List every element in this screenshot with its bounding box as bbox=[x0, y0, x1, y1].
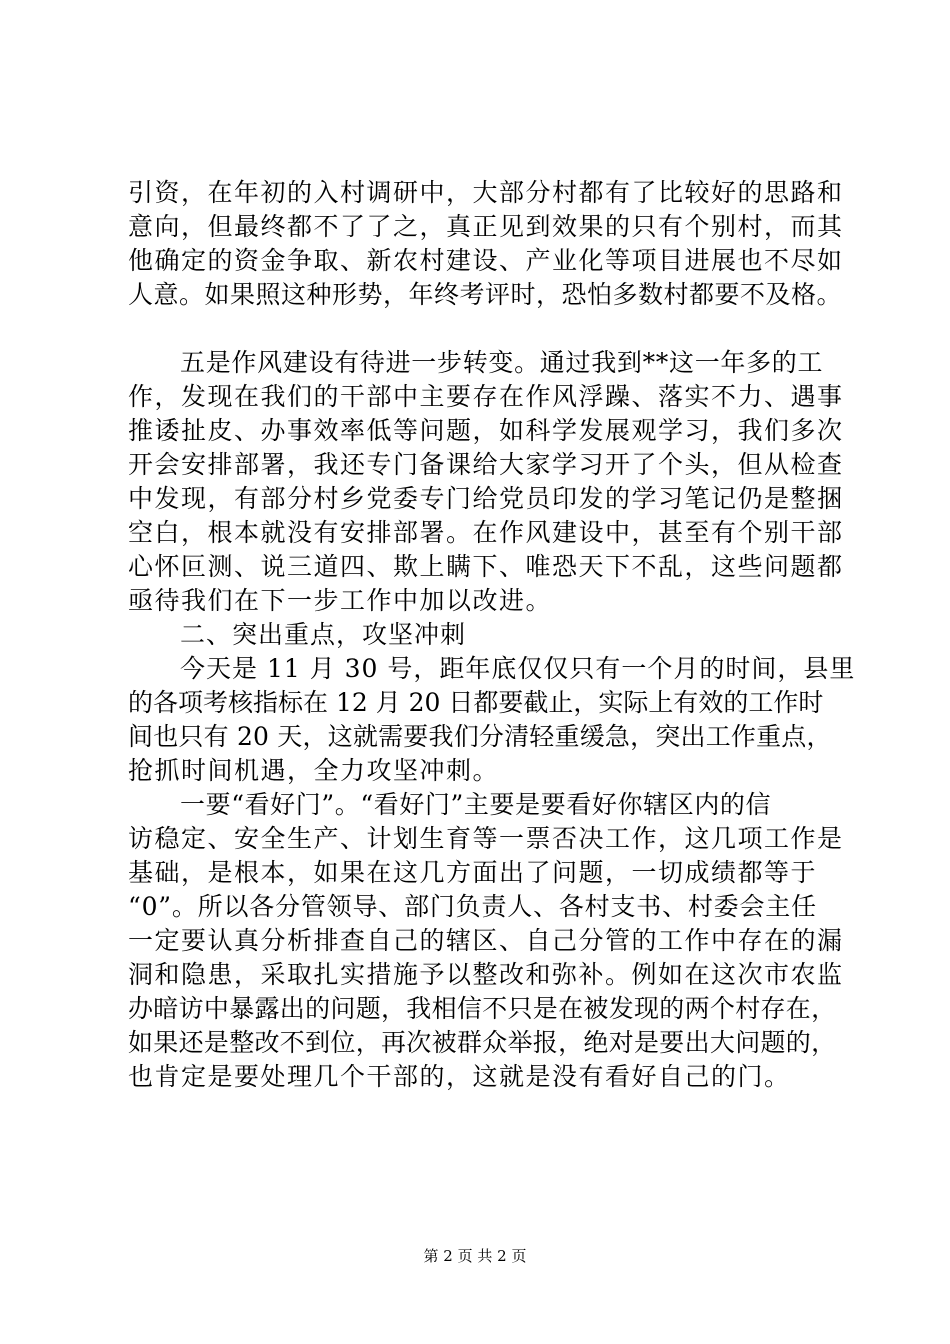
text-line: 人意。如果照这种形势，年终考评时，恐怕多数村都要不及格。 bbox=[128, 280, 843, 309]
page-number-footer: 第 2 页 共 2 页 bbox=[423, 1247, 527, 1265]
text-line: 意向，但最终都不了了之，真正见到效果的只有个别村，而其 bbox=[128, 212, 844, 241]
text-line: “0”。所以各分管领导、部门负责人、各村支书、村委会主任 bbox=[128, 892, 817, 921]
text-line: 中发现，有部分村乡党委专门给党员印发的学习笔记仍是整捆 bbox=[128, 484, 844, 513]
text-line: 也肯定是要处理几个干部的，这就是没有看好自己的门。 bbox=[128, 1062, 791, 1091]
text-line: 作，发现在我们的干部中主要存在作风浮躁、落实不力、遇事 bbox=[128, 382, 844, 411]
text-line: 一定要认真分析排查自己的辖区、自己分管的工作中存在的漏 bbox=[128, 926, 844, 955]
text-line: 五是作风建设有待进一步转变。通过我到**这一年多的工 bbox=[180, 348, 824, 377]
text-line: 开会安排部署，我还专门备课给大家学习开了个头，但从检查 bbox=[128, 450, 844, 479]
text-line: 亟待我们在下一步工作中加以改进。 bbox=[128, 586, 553, 615]
text-line: 引资，在年初的入村调研中，大部分村都有了比较好的思路和 bbox=[128, 178, 844, 207]
text-line: 一要“看好门”。“看好门”主要是要看好你辖区内的信 bbox=[180, 790, 772, 819]
text-line: 基础，是根本，如果在这几方面出了问题，一切成绩都等于 bbox=[128, 858, 818, 887]
section-heading: 二、突出重点，攻坚冲刺 bbox=[180, 620, 467, 649]
text-line: 洞和隐患，采取扎实措施予以整改和弥补。例如在这次市农监 bbox=[128, 960, 844, 989]
text-line: 如果还是整改不到位，再次被群众举报，绝对是要出大问题的， bbox=[128, 1028, 837, 1057]
text-line: 的各项考核指标在 12 月 20 日都要截止，实际上有效的工作时 bbox=[128, 688, 824, 717]
text-line: 他确定的资金争取、新农村建设、产业化等项目进展也不尽如 bbox=[128, 246, 844, 275]
text-line: 抢抓时间机遇，全力攻坚冲刺。 bbox=[128, 756, 500, 785]
text-line: 办暗访中暴露出的问题，我相信不只是在被发现的两个村存在， bbox=[128, 994, 837, 1023]
text-line: 心怀叵测、说三道四、欺上瞒下、唯恐天下不乱，这些问题都 bbox=[128, 552, 844, 581]
text-line: 间也只有 20 天，这就需要我们分清轻重缓急，突出工作重点， bbox=[128, 722, 832, 751]
text-line: 推诿扯皮、办事效率低等问题，如科学发展观学习，我们多次 bbox=[128, 416, 844, 445]
text-line: 空白，根本就没有安排部署。在作风建设中，甚至有个别干部 bbox=[128, 518, 844, 547]
text-line: 访稳定、安全生产、计划生育等一票否决工作，这几项工作是 bbox=[128, 824, 844, 853]
text-line: 今天是 11 月 30 号，距年底仅仅只有一个月的时间，县里 bbox=[180, 654, 856, 683]
